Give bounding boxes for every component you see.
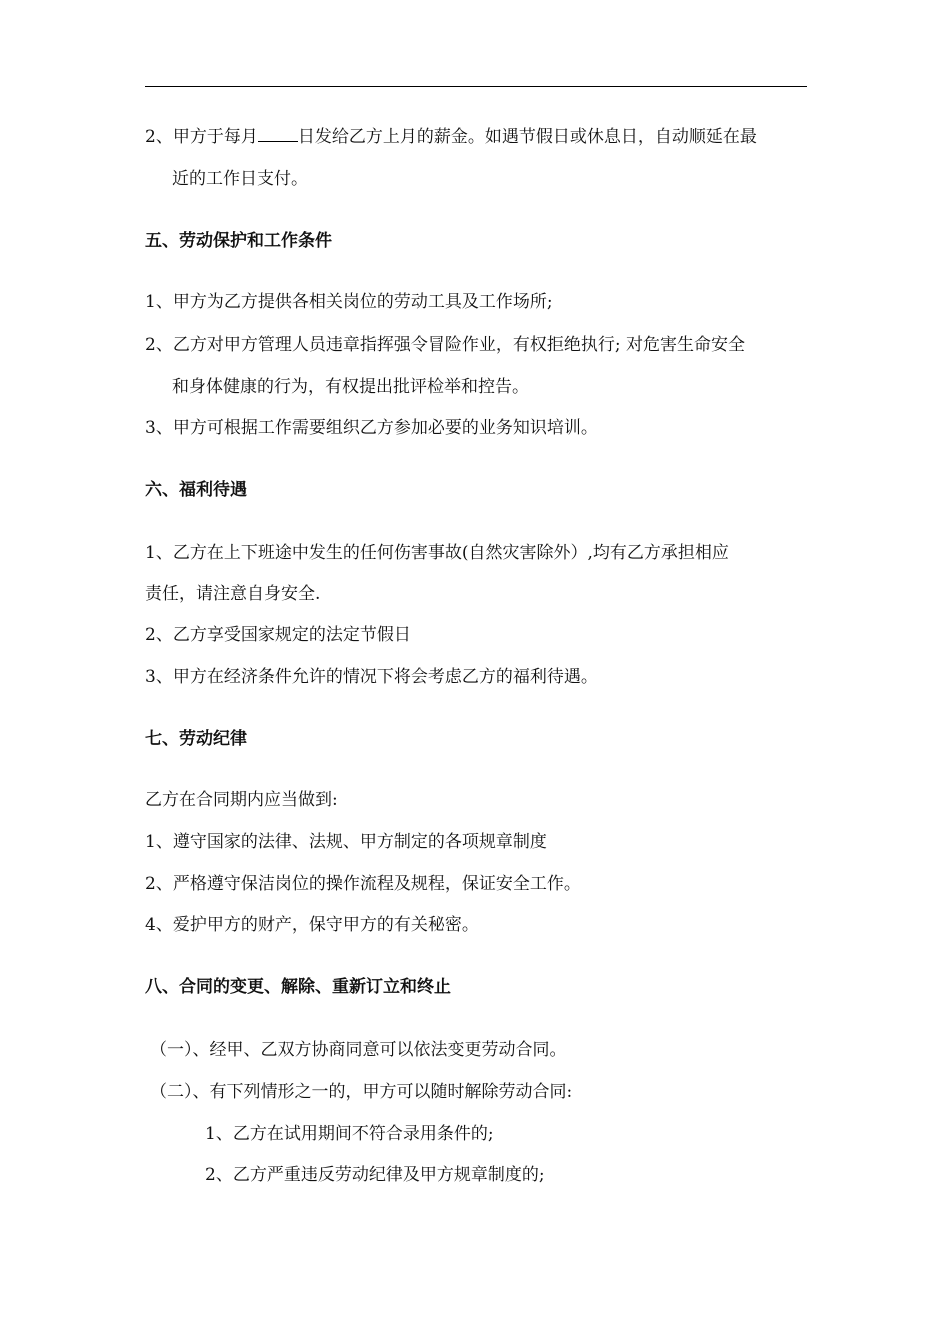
sec4-p2-line1 <box>145 125 757 149</box>
sec8-clause2-item1: 1、乙方在试用期间不符合录用条件的; <box>205 1124 494 1144</box>
sec7-heading: 七、劳动纪律 <box>145 729 247 749</box>
header-rule <box>145 86 807 87</box>
sec5-p1: 1、甲方为乙方提供各相关岗位的劳动工具及工作场所; <box>145 292 553 312</box>
sec8-clause2-item2: 2、乙方严重违反劳动纪律及甲方规章制度的; <box>205 1165 545 1185</box>
day-blank <box>258 127 298 142</box>
sec6-p2: 2、乙方享受国家规定的法定节假日 <box>145 625 411 645</box>
sec8-clause1: （一）、经甲、乙双方协商同意可以依法变更劳动合同。 <box>150 1040 567 1060</box>
sec7-intro: 乙方在合同期内应当做到: <box>145 790 338 810</box>
sec7-p1: 1、遵守国家的法律、法规、甲方制定的各项规章制度 <box>145 832 547 852</box>
sec6-p3: 3、甲方在经济条件允许的情况下将会考虑乙方的福利待遇。 <box>145 667 598 687</box>
sec5-heading: 五、劳动保护和工作条件 <box>145 231 332 251</box>
sec5-p2-line1: 2、乙方对甲方管理人员违章指挥强令冒险作业，有权拒绝执行; 对危害生命安全 <box>145 335 745 355</box>
sec6-p1-line1: 1、乙方在上下班途中发生的任何伤害事故(自然灾害除外）,均有乙方承担相应 <box>145 543 729 563</box>
sec8-clause2: （二）、有下列情形之一的，甲方可以随时解除劳动合同: <box>150 1082 573 1102</box>
sec6-p1-line2: 责任，请注意自身安全. <box>145 584 321 604</box>
sec7-p2: 2、严格遵守保洁岗位的操作流程及规程，保证安全工作。 <box>145 874 581 894</box>
sec5-p2-line2: 和身体健康的行为，有权提出批评检举和控告。 <box>172 377 529 397</box>
sec4-p2-text-a: 2、甲方于每月 <box>145 127 258 147</box>
sec8-heading: 八、合同的变更、解除、重新订立和终止 <box>145 977 451 997</box>
sec4-p2-line2: 近的工作日支付。 <box>172 169 308 189</box>
sec5-p3: 3、甲方可根据工作需要组织乙方参加必要的业务知识培训。 <box>145 418 598 438</box>
sec4-p2-text-b: 日发给乙方上月的薪金。如遇节假日或休息日，自动顺延在最 <box>297 127 757 147</box>
sec7-p4: 4、爱护甲方的财产，保守甲方的有关秘密。 <box>145 915 479 935</box>
sec6-heading: 六、福利待遇 <box>145 480 247 500</box>
